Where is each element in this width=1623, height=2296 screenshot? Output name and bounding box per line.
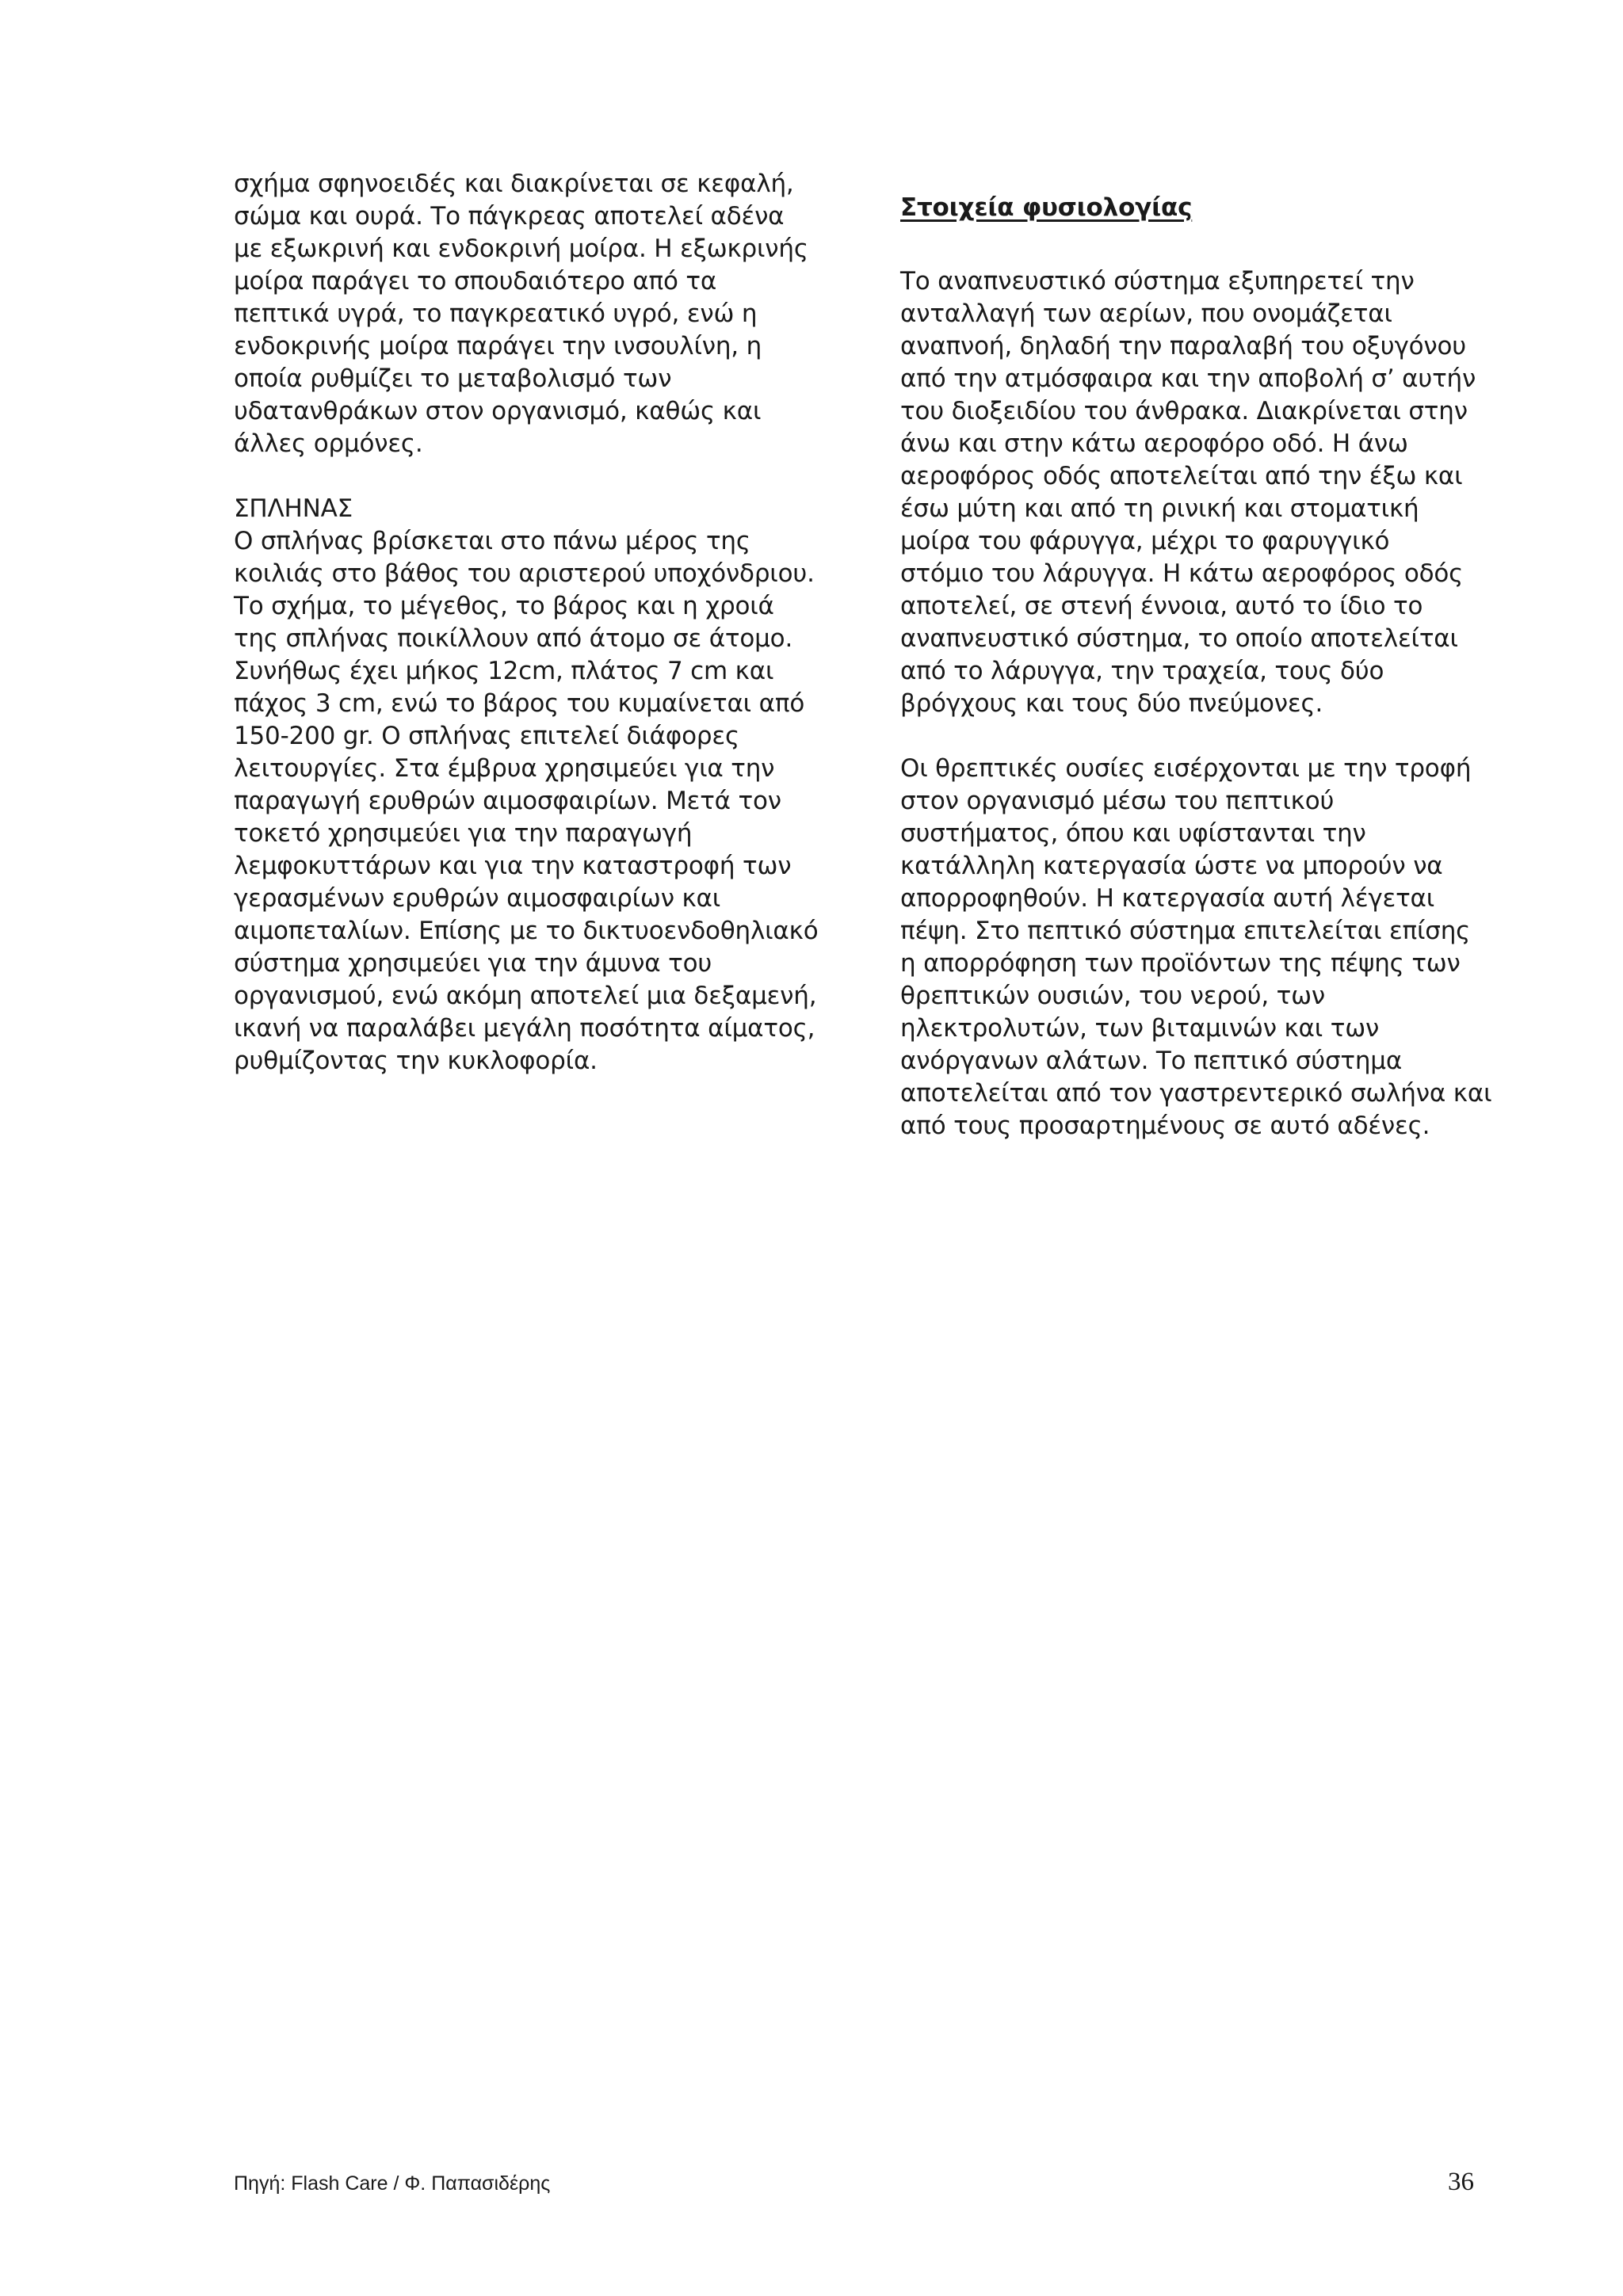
text-line: με εξωκρινή και ενδοκρινή μοίρα. Η εξωκρινής bbox=[234, 235, 808, 263]
text-line: κοιλιάς στο βάθος του αριστερού υποχόνδριου. bbox=[234, 559, 815, 588]
text-line: συστήματος, όπου και υφίστανται την bbox=[900, 819, 1366, 848]
text-line: σώμα και ουρά. Το πάγκρεας αποτελεί αδένα bbox=[234, 202, 785, 231]
text-line: μοίρα του φάρυγγα, μέχρι το φαρυγγικό bbox=[900, 527, 1390, 555]
text-line: ανταλλαγή των αερίων, που ονομάζεται bbox=[900, 299, 1392, 328]
digestive-paragraph bbox=[900, 753, 1518, 1142]
text-line: ηλεκτρολυτών, των βιταμινών και των bbox=[900, 1014, 1380, 1043]
text-line: τοκετό χρησιμεύει για την παραγωγή bbox=[234, 819, 693, 848]
text-line: Ο σπλήνας βρίσκεται στο πάνω μέρος της bbox=[234, 527, 750, 555]
respiratory-paragraph bbox=[900, 265, 1518, 720]
right-column bbox=[900, 168, 1518, 1175]
text-line: του διοξειδίου του άνθρακα. Διακρίνεται στην bbox=[900, 397, 1468, 425]
text-line: αποτελείται από τον γαστρεντερικό σωλήνα και bbox=[900, 1079, 1492, 1108]
text-line: έσω μύτη και από τη ρινική και στοματική bbox=[900, 494, 1419, 523]
text-line: λειτουργίες. Στα έμβρυα χρησιμεύει για την bbox=[234, 754, 775, 783]
text-line: αναπνευστικό σύστημα, το οποίο αποτελείται bbox=[900, 624, 1458, 653]
text-line: άλλες ορμόνες. bbox=[234, 429, 423, 458]
page-number: 36 bbox=[1448, 2168, 1474, 2196]
text-line: αποτελεί, σε στενή έννοια, αυτό το ίδιο το bbox=[900, 592, 1423, 620]
text-line: αιμοπεταλίων. Επίσης με το δικτυοενδοθηλιακό bbox=[234, 917, 819, 945]
text-line: κατάλληλη κατεργασία ώστε να μπορούν να bbox=[900, 852, 1443, 880]
text-line: απορροφηθούν. Η κατεργασία αυτή λέγεται bbox=[900, 884, 1435, 913]
text-line: γερασμένων ερυθρών αιμοσφαιρίων και bbox=[234, 884, 721, 913]
spleen-paragraph bbox=[234, 493, 844, 1077]
text-line: στον οργανισμό μέσω του πεπτικού bbox=[900, 787, 1335, 815]
text-line: στόμιο του λάρυγγα. Η κάτω αεροφόρος οδός bbox=[900, 559, 1464, 588]
text-line: από το λάρυγγα, την τραχεία, τους δύο bbox=[900, 657, 1384, 685]
text-line: αναπνοή, δηλαδή την παραλαβή του οξυγόνου bbox=[900, 332, 1467, 360]
text-line: πέψη. Στο πεπτικό σύστημα επιτελείται επίσης bbox=[900, 917, 1471, 945]
left-column bbox=[234, 168, 844, 1110]
text-line: παραγωγή ερυθρών αιμοσφαιρίων. Μετά τον bbox=[234, 787, 781, 815]
text-line: της σπλήνας ποικίλλουν από άτομο σε άτομο. bbox=[234, 624, 793, 653]
text-line: λεμφοκυττάρων και για την καταστροφή των bbox=[234, 852, 792, 880]
text-line: βρόγχους και τους δύο πνεύμονες. bbox=[900, 689, 1323, 718]
text-line: μοίρα παράγει το σπουδαιότερο από τα bbox=[234, 267, 717, 296]
text-line: ανόργανων αλάτων. Το πεπτικό σύστημα bbox=[900, 1047, 1403, 1075]
text-line: αεροφόρος οδός αποτελείται από την έξω και bbox=[900, 462, 1463, 490]
text-line: Το σχήμα, το μέγεθος, το βάρος και η χροιά bbox=[234, 592, 774, 620]
footer-source: Πηγή: Flash Care / Φ. Παπασιδέρης bbox=[234, 2172, 551, 2195]
text-line: Συνήθως έχει μήκος 12cm, πλάτος 7 cm και bbox=[234, 657, 774, 685]
text-line: υδατανθράκων στον οργανισμό, καθώς και bbox=[234, 397, 762, 425]
text-line: η απορρόφηση των προϊόντων της πέψης των bbox=[900, 949, 1461, 978]
text-line: Οι θρεπτικές ουσίες εισέρχονται με την τροφή bbox=[900, 754, 1472, 783]
text-line: πάχος 3 cm, ενώ το βάρος του κυμαίνεται από bbox=[234, 689, 805, 718]
text-line: θρεπτικών ουσιών, του νερού, των bbox=[900, 982, 1325, 1010]
text-line: οποία ρυθμίζει το μεταβολισμό των bbox=[234, 364, 672, 393]
physiology-heading: Στοιχεία φυσιολογίας bbox=[900, 193, 1193, 222]
text-line: πεπτικά υγρά, το παγκρεατικό υγρό, ενώ η bbox=[234, 299, 758, 328]
text-line: άνω και στην κάτω αεροφόρο οδό. Η άνω bbox=[900, 429, 1408, 458]
text-line: ενδοκρινής μοίρα παράγει την ινσουλίνη, η bbox=[234, 332, 762, 360]
text-line: σύστημα χρησιμεύει για την άμυνα του bbox=[234, 949, 712, 978]
text-line: 150-200 gr. Ο σπλήνας επιτελεί διάφορες bbox=[234, 722, 739, 750]
text-line: ικανή να παραλάβει μεγάλη ποσότητα αίματος, bbox=[234, 1014, 815, 1043]
pancreas-paragraph bbox=[234, 168, 844, 460]
spleen-section-title: ΣΠΛΗΝΑΣ bbox=[234, 494, 353, 523]
text-line: Το αναπνευστικό σύστημα εξυπηρετεί την bbox=[900, 267, 1415, 296]
text-line: από τους προσαρτημένους σε αυτό αδένες. bbox=[900, 1112, 1430, 1140]
text-line: οργανισμού, ενώ ακόμη αποτελεί μια δεξαμενή, bbox=[234, 982, 817, 1010]
text-line: ρυθμίζοντας την κυκλοφορία. bbox=[234, 1047, 598, 1075]
text-line: από την ατμόσφαιρα και την αποβολή σ’ αυτήν bbox=[900, 364, 1476, 393]
text-line: σχήμα σφηνοειδές και διακρίνεται σε κεφαλή, bbox=[234, 170, 794, 198]
